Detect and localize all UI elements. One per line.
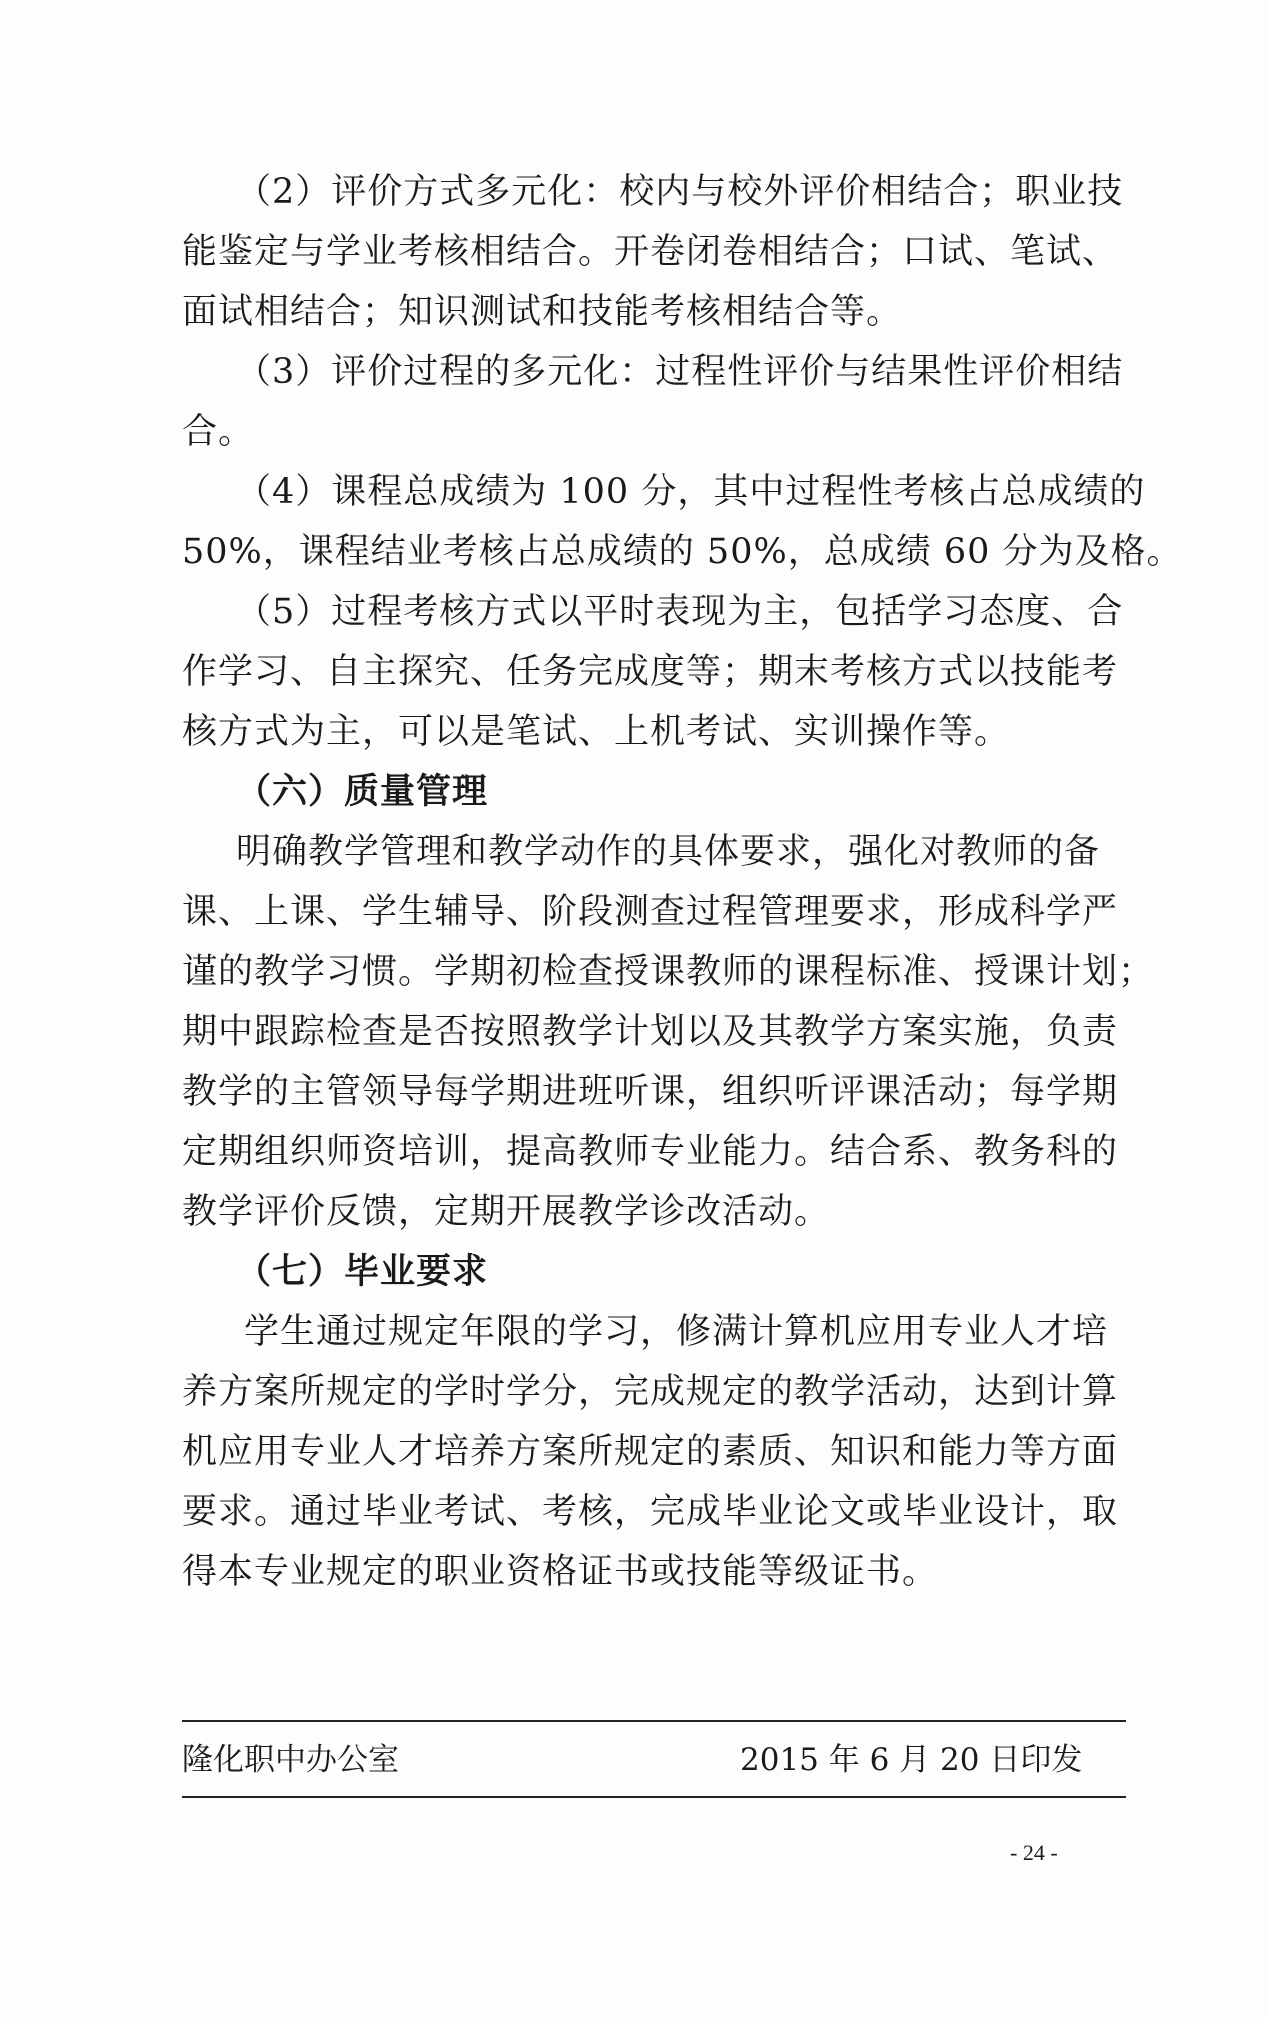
text-line: 50%，课程结业考核占总成绩的 50%，总成绩 60 分为及格。: [182, 532, 1183, 572]
text-line: 养方案所规定的学时学分，完成规定的教学活动，达到计算: [182, 1372, 1119, 1412]
text-line: （3）评价过程的多元化：过程性评价与结果性评价相结: [236, 352, 1124, 392]
footer-top-rule: [182, 1720, 1126, 1722]
text-line: 核方式为主，可以是笔试、上机考试、实训操作等。: [182, 712, 1011, 752]
text-line: （5）过程考核方式以平时表现为主，包括学习态度、合: [236, 592, 1124, 632]
text-line: 教学的主管领导每学期进班听课，组织听评课活动；每学期: [182, 1072, 1119, 1112]
text-line: （2）评价方式多元化：校内与校外评价相结合；职业技: [236, 172, 1124, 212]
text-line: 定期组织师资培训，提高教师专业能力。结合系、教务科的: [182, 1132, 1119, 1172]
text-line: 教学评价反馈，定期开展教学诊改活动。: [182, 1192, 831, 1232]
text-line: 期中跟踪检查是否按照教学计划以及其教学方案实施，负责: [182, 1012, 1119, 1052]
footer-issuer: 隆化职中办公室: [182, 1742, 399, 1778]
text-line: 得本专业规定的职业资格证书或技能等级证书。: [182, 1552, 939, 1592]
text-line: 谨的教学习惯。学期初检查授课教师的课程标准、授课计划；: [182, 952, 1155, 992]
text-line: 机应用专业人才培养方案所规定的素质、知识和能力等方面: [182, 1432, 1119, 1472]
footer-bottom-rule: [182, 1796, 1126, 1798]
text-line: 合。: [182, 412, 255, 452]
text-line: 面试相结合；知识测试和技能考核相结合等。: [182, 292, 903, 332]
text-line: （4）课程总成绩为 100 分，其中过程性考核占总成绩的: [236, 472, 1146, 512]
page-number: - 24 -: [1010, 1840, 1058, 1865]
footer-date: 2015 年 6 月 20 日印发: [740, 1742, 1083, 1778]
text-line: 能鉴定与学业考核相结合。开卷闭卷相结合；口试、笔试、: [182, 232, 1119, 272]
text-line: 明确教学管理和教学动作的具体要求，强化对教师的备: [236, 832, 1101, 872]
text-line: 要求。通过毕业考试、考核，完成毕业论文或毕业设计，取: [182, 1492, 1119, 1532]
section-heading: （七）毕业要求: [236, 1252, 489, 1292]
text-line: 作学习、自主探究、任务完成度等；期末考核方式以技能考: [182, 652, 1119, 692]
section-heading: （六）质量管理: [236, 772, 489, 812]
text-line: 课、上课、学生辅导、阶段测查过程管理要求，形成科学严: [182, 892, 1119, 932]
text-line: 学生通过规定年限的学习，修满计算机应用专业人才培: [244, 1312, 1109, 1352]
